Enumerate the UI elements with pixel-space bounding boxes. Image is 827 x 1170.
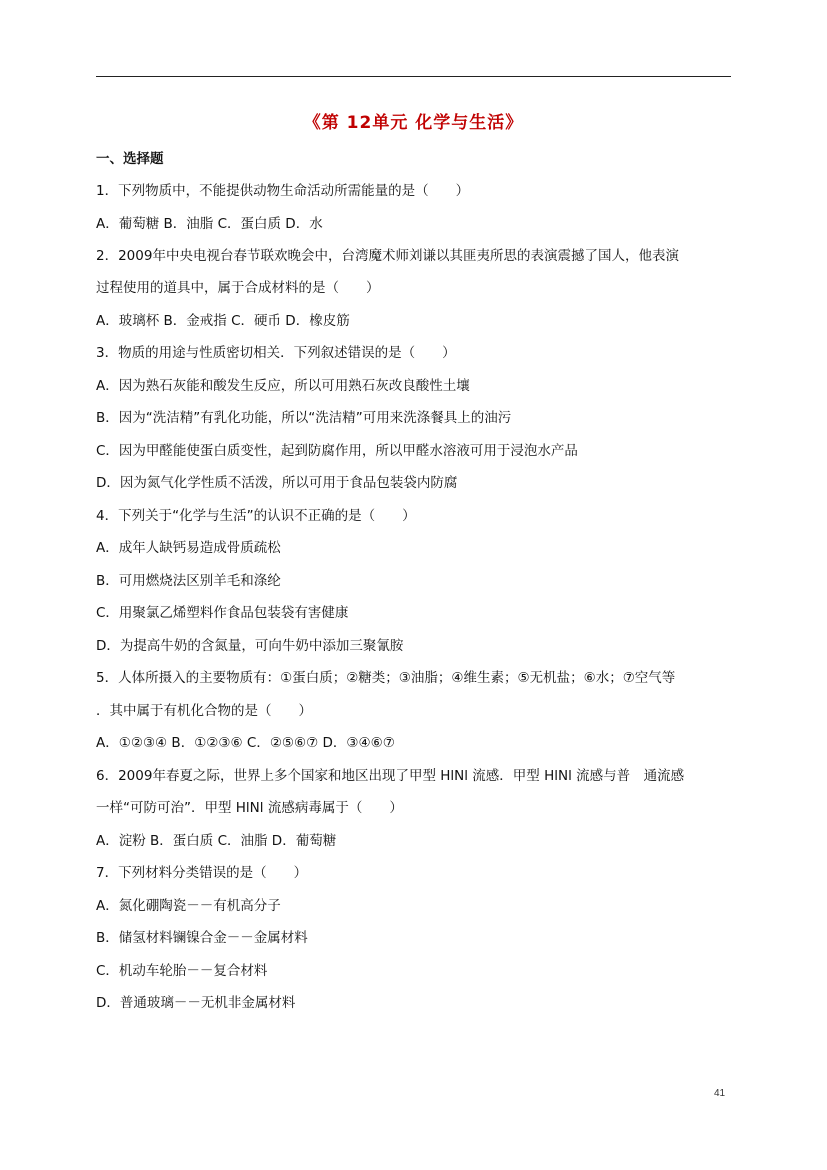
question-3-option-d: D．因为氮气化学性质不活泼，所以可用于食品包装袋内防腐 [96, 475, 458, 491]
question-4: 4．下列关于“化学与生活”的认识不正确的是（ ） [96, 508, 416, 524]
question-6-line-1: 6．2009年春夏之际，世界上多个国家和地区出现了甲型 HlNl 流感．甲型 HlNl 流感与普 通流感 [96, 768, 685, 784]
question-2-line-1: 2．2009年中央电视台春节联欢晚会中，台湾魔术师刘谦以其匪夷所思的表演震撼了国人，他表演 [96, 248, 679, 264]
question-3-option-a: A．因为熟石灰能和酸发生反应，所以可用熟石灰改良酸性土壤 [96, 378, 470, 394]
question-4-option-b: B．可用燃烧法区别羊毛和涤纶 [96, 573, 281, 589]
question-3-option-c: C．因为甲醛能使蛋白质变性，起到防腐作用，所以甲醛水溶液可用于浸泡水产品 [96, 443, 578, 459]
question-4-option-c: C．用聚氯乙烯塑料作食品包装袋有害健康 [96, 605, 349, 621]
question-2-line-2: 过程使用的道具中，属于合成材料的是（ ） [96, 280, 380, 296]
question-7-option-d: D．普通玻璃－－无机非金属材料 [96, 995, 296, 1011]
page-title: 《第 12单元 化学与生活》 [303, 113, 524, 133]
page-number: 41 [714, 1088, 726, 1099]
question-2-options: A．玻璃杯 B．金戒指 C．硬币 D．橡皮筋 [96, 313, 350, 329]
question-7-option-a: A．氮化硼陶瓷－－有机高分子 [96, 898, 281, 914]
question-1-options: A．葡萄糖 B．油脂 C．蛋白质 D．水 [96, 216, 323, 232]
question-7-option-b: B．储氢材料镧镍合金－－金属材料 [96, 930, 308, 946]
question-4-option-a: A．成年人缺钙易造成骨质疏松 [96, 540, 281, 556]
question-6-line-2: 一样“可防可治”．甲型 HlNl 流感病毒属于（ ） [96, 800, 403, 816]
question-4-option-d: D．为提高牛奶的含氮量，可向牛奶中添加三聚氰胺 [96, 638, 404, 654]
question-7: 7．下列材料分类错误的是（ ） [96, 865, 308, 881]
question-1: 1．下列物质中，不能提供动物生命活动所需能量的是（ ） [96, 183, 470, 199]
question-6-options: A．淀粉 B．蛋白质 C．油脂 D．葡萄糖 [96, 833, 337, 849]
question-5-options: A．①②③④ B．①②③⑥ C．②⑤⑥⑦ D．③④⑥⑦ [96, 735, 395, 751]
question-3-option-b: B．因为“洗洁精”有乳化功能，所以“洗洁精”可用来洗涤餐具上的油污 [96, 410, 512, 426]
question-3: 3．物质的用途与性质密切相关．下列叙述错误的是（ ） [96, 345, 456, 361]
question-7-option-c: C．机动车轮胎－－复合材料 [96, 963, 268, 979]
question-5-line-1: 5．人体所摄入的主要物质有：①蛋白质；②糖类；③油脂；④维生素；⑤无机盐；⑥水；⑦空气等 [96, 670, 676, 686]
question-5-line-2: ．其中属于有机化合物的是（ ） [96, 703, 312, 719]
header-rule [96, 76, 731, 77]
section-heading: 一、选择题 [96, 151, 164, 167]
